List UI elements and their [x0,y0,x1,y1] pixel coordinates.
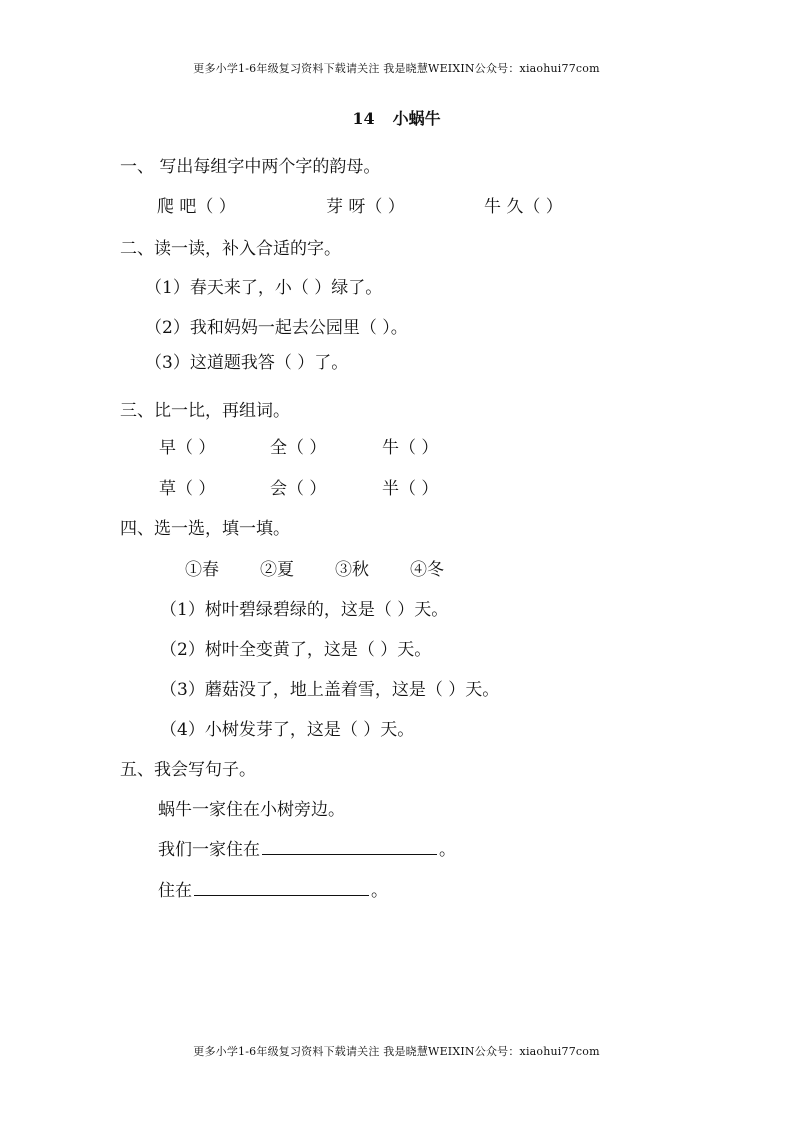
answer-blank[interactable] [194,878,369,896]
q4-options [0,555,793,580]
q2-item: （1）春天来了，小（ ）绿了。 [145,278,383,298]
q2-heading: 二、读一读，补入合适的字。 [120,239,341,259]
answer-blank[interactable] [262,837,437,855]
q5-line2-suffix: 。 [371,881,388,901]
q3-item: 早（ ） [159,438,216,458]
lesson-title: 小蜗牛 [392,109,441,128]
q5-heading: 五、我会写句子。 [120,760,256,780]
q3-item: 草（ ） [159,479,216,499]
q5-line2-prefix: 住在 [158,881,192,901]
page-footer: 更多小学1-6年级复习资料下载请关注 我是晓慧WEIXIN公众号：xiaohui77com [193,1045,600,1058]
q5-example: 蜗牛一家住在小树旁边。 [158,800,345,820]
q3-row [0,474,793,499]
q3-row [0,433,793,458]
q3-item: 牛（ ） [382,438,439,458]
q5-line1-suffix: 。 [439,840,456,860]
q4-item: （3）蘑菇没了，地上盖着雪，这是（ ）天。 [160,680,500,700]
q1-item: 牛 久（ ） [484,197,563,217]
q4-option: ④冬 [410,560,444,580]
q4-item: （1）树叶碧绿碧绿的，这是（ ）天。 [160,600,449,620]
q1-item: 爬 吧（ ） [157,197,236,217]
q3-heading: 三、比一比，再组词。 [120,401,290,421]
q2-item: （3）这道题我答（ ）了。 [145,353,349,373]
q4-heading: 四、选一选，填一填。 [120,519,290,539]
q3-item: 全（ ） [270,438,327,458]
lesson-number: 14 [352,109,375,128]
q4-option: ②夏 [260,560,294,580]
q5-line1 [158,835,456,860]
q5-line2 [158,876,388,901]
page-title [0,106,793,129]
q4-item: （4）小树发芽了，这是（ ）天。 [160,720,415,740]
q2-item: （2）我和妈妈一起去公园里（ ）。 [145,318,408,338]
q3-item: 半（ ） [382,479,439,499]
q4-option: ③秋 [335,560,369,580]
q4-option: ①春 [185,560,219,580]
q1-item: 芽 呀（ ） [326,197,405,217]
q1-items [0,192,793,217]
page-header: 更多小学1-6年级复习资料下载请关注 我是晓慧WEIXIN公众号：xiaohui77com [193,62,600,75]
q4-item: （2）树叶全变黄了，这是（ ）天。 [160,640,432,660]
q5-line1-prefix: 我们一家住在 [158,840,260,860]
q1-heading: 一、 写出每组字中两个字的韵母。 [120,157,381,177]
q3-item: 会（ ） [270,479,327,499]
